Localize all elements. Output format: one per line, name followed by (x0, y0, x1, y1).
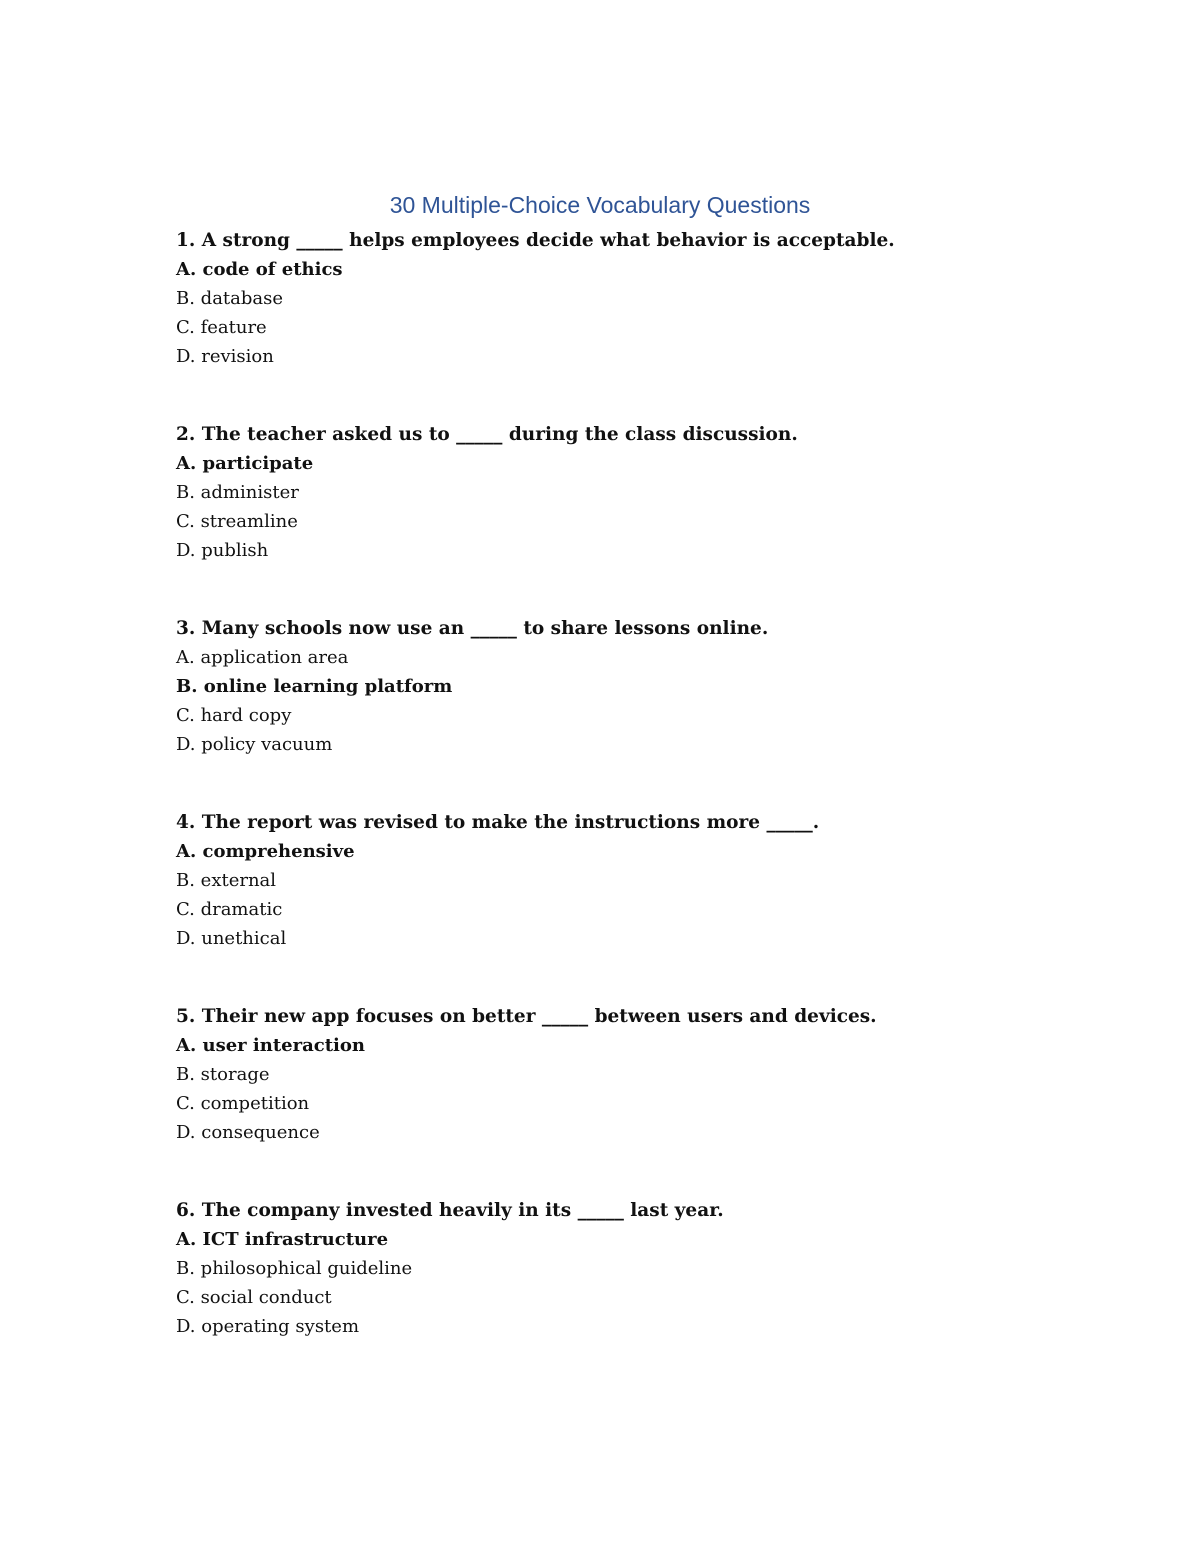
answer-option-b: B. external (176, 870, 277, 891)
document-title: 30 Multiple-Choice Vocabulary Questions (389, 192, 811, 218)
question-2 (176, 420, 1136, 565)
question-text: 2. The teacher asked us to _____ during the class discussion. (176, 424, 798, 445)
answer-option-b: B. database (176, 288, 284, 309)
question-text: 4. The report was revised to make the instructions more _____. (176, 812, 820, 833)
answer-option-d: D. policy vacuum (176, 734, 333, 755)
answer-option-a: A. participate (176, 453, 314, 474)
answer-option-b: B. philosophical guideline (176, 1258, 413, 1279)
question-text: 5. Their new app focuses on better _____ between users and devices. (176, 1006, 877, 1027)
answer-option-c: C. dramatic (176, 899, 283, 920)
answer-option-a: A. code of ethics (176, 259, 343, 280)
answer-option-b: B. online learning platform (176, 676, 453, 697)
answer-option-d: D. unethical (176, 928, 287, 949)
question-1 (176, 226, 1136, 371)
answer-option-d: D. revision (176, 346, 274, 367)
answer-option-c: C. social conduct (176, 1287, 332, 1308)
answer-option-c: C. streamline (176, 511, 298, 532)
question-text: 3. Many schools now use an _____ to share lessons online. (176, 618, 769, 639)
question-4 (176, 808, 1136, 953)
answer-option-a: A. ICT infrastructure (176, 1229, 389, 1250)
answer-option-b: B. administer (176, 482, 299, 503)
answer-option-d: D. operating system (176, 1316, 360, 1337)
question-3 (176, 614, 1136, 759)
question-text: 1. A strong _____ helps employees decide what behavior is acceptable. (176, 230, 895, 251)
answer-option-c: C. hard copy (176, 705, 292, 726)
answer-option-d: D. consequence (176, 1122, 320, 1143)
answer-option-a: A. comprehensive (176, 841, 355, 862)
answer-option-a: A. user interaction (176, 1035, 365, 1056)
answer-option-c: C. competition (176, 1093, 310, 1114)
question-6 (176, 1196, 1136, 1341)
answer-option-c: C. feature (176, 317, 267, 338)
question-5 (176, 1002, 1136, 1147)
answer-option-d: D. publish (176, 540, 269, 561)
question-list (176, 226, 1136, 1390)
answer-option-b: B. storage (176, 1064, 270, 1085)
answer-option-a: A. application area (176, 647, 349, 668)
question-text: 6. The company invested heavily in its _____ last year. (176, 1200, 724, 1221)
